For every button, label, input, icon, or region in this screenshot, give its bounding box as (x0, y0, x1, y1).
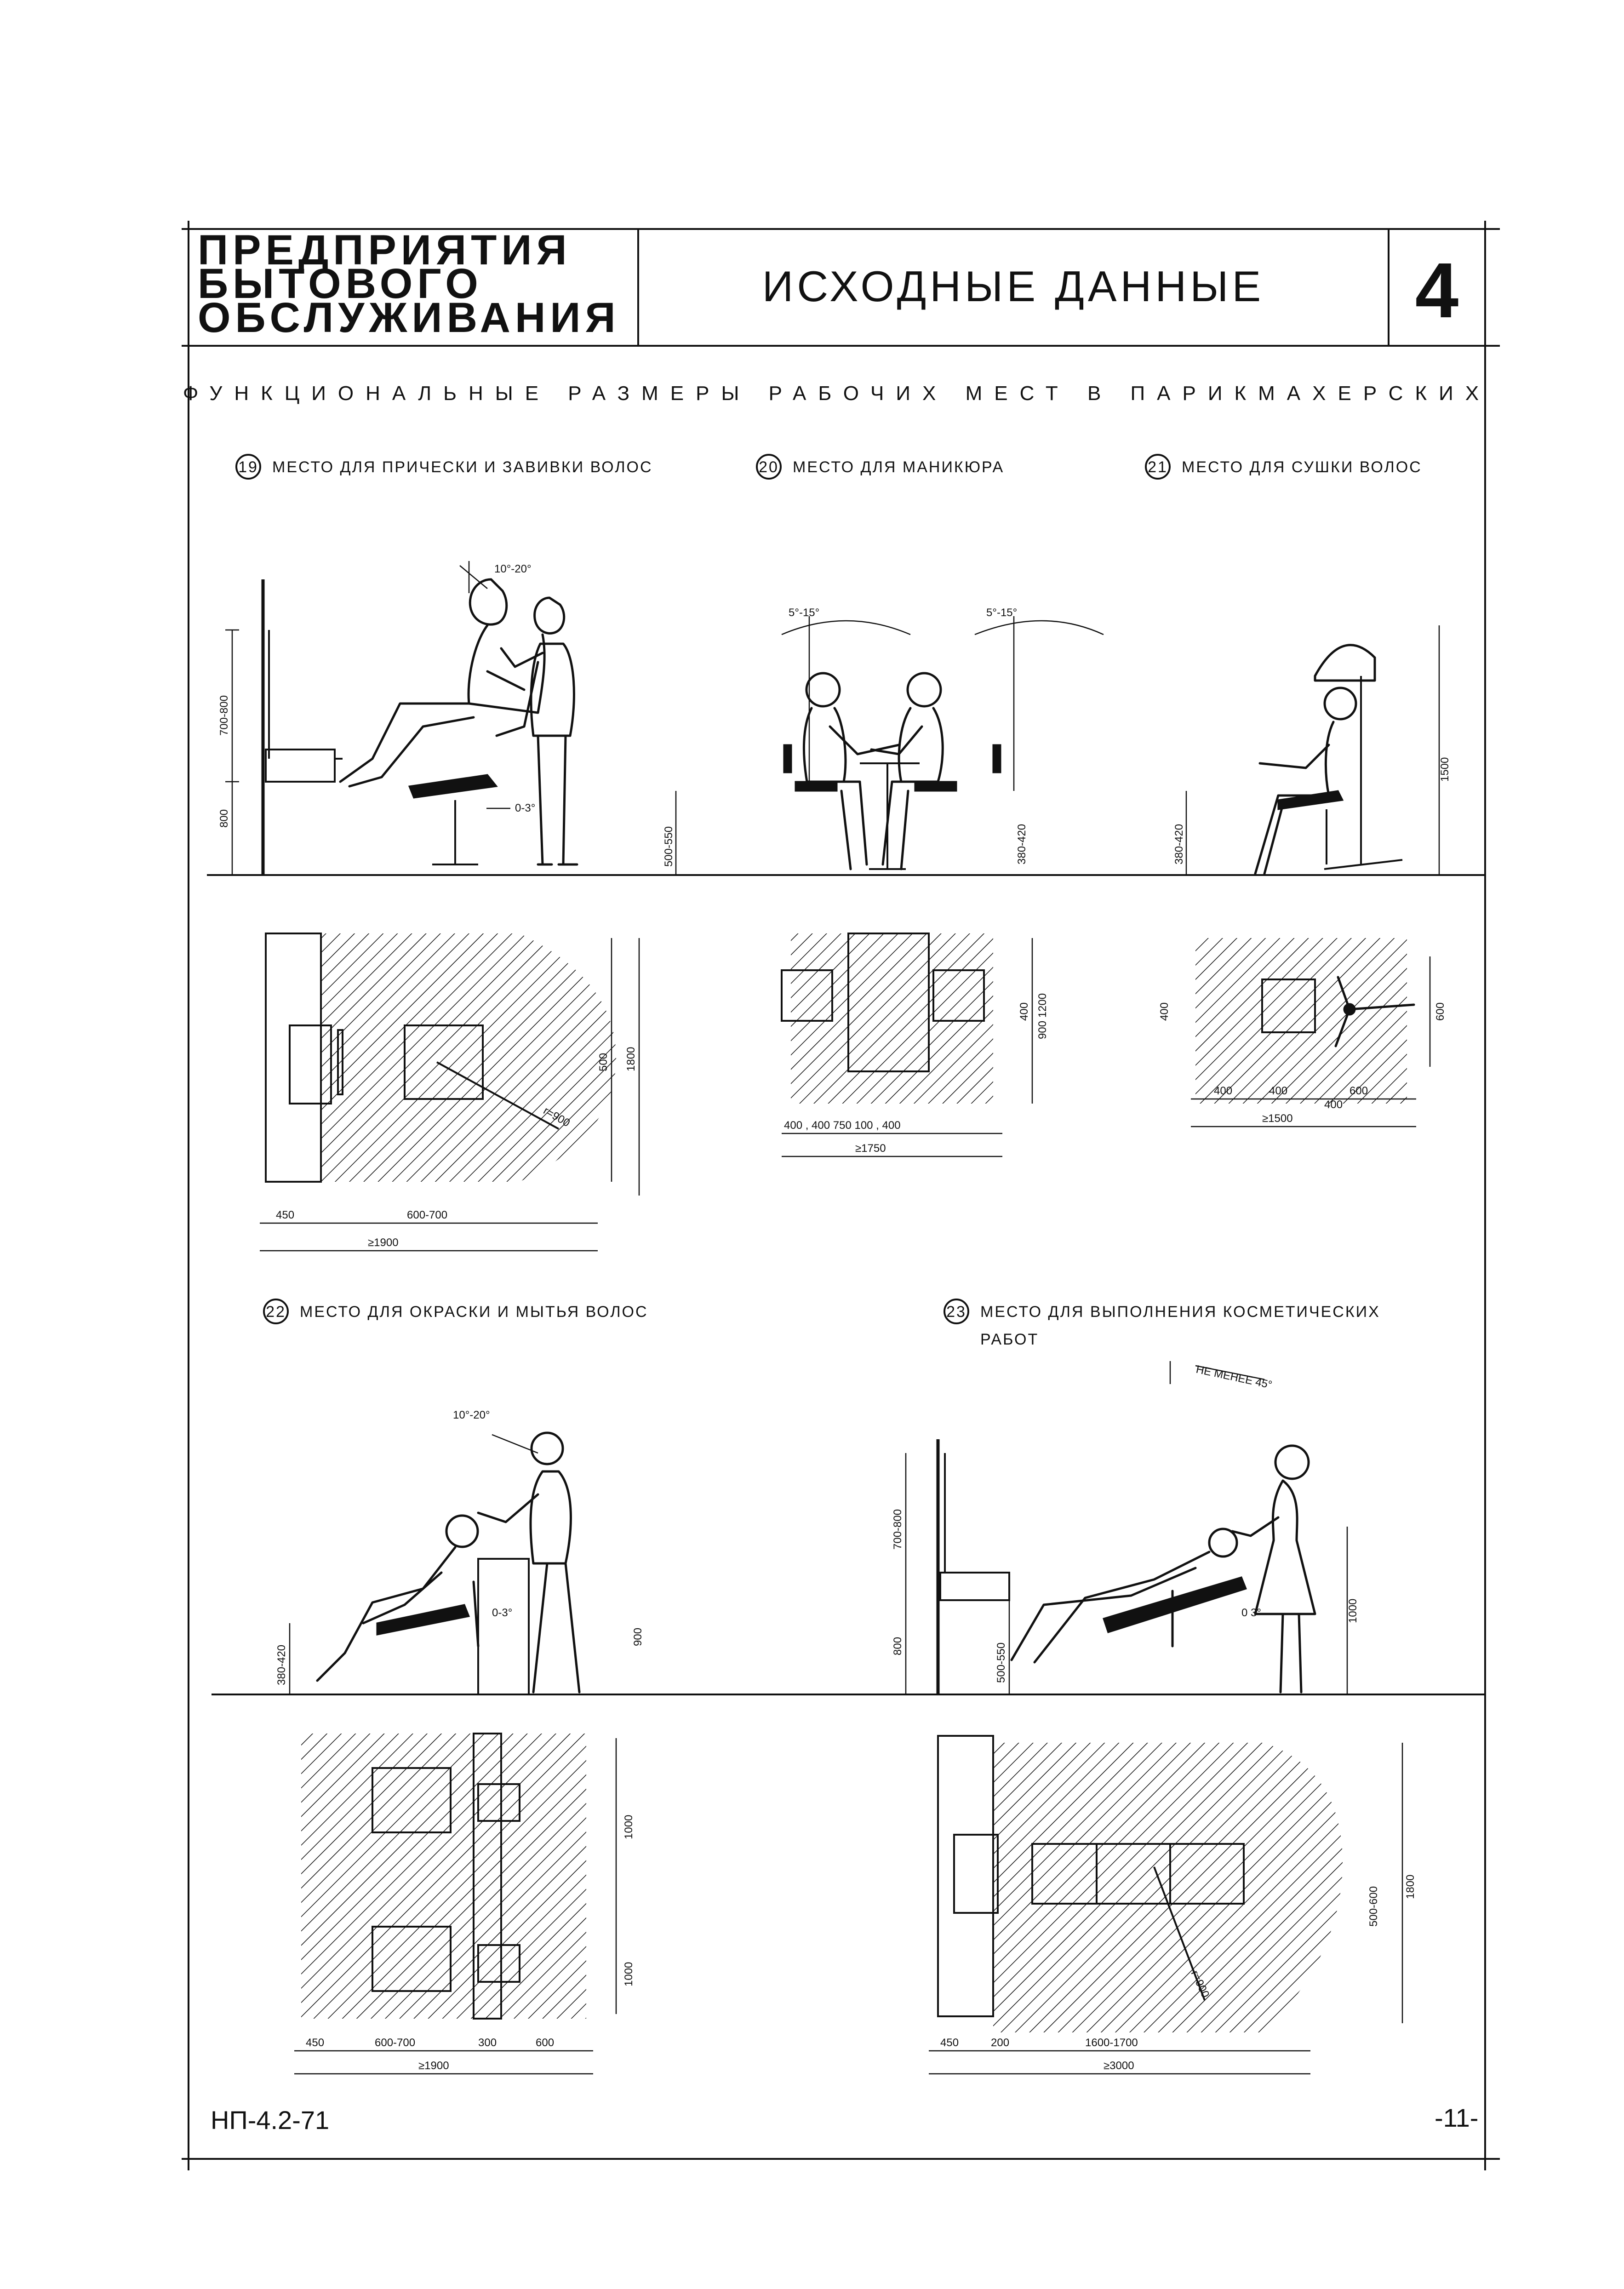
section-21-label: МЕСТО ДЛЯ СУШКИ ВОЛОС (1182, 458, 1422, 476)
svg-text:≥1900: ≥1900 (418, 2060, 449, 2072)
svg-text:400: 400 (1158, 1002, 1171, 1021)
doc-code: НП-4.2-71 (211, 2106, 330, 2134)
section-19-label: МЕСТО ДЛЯ ПРИЧЕСКИ И ЗАВИВКИ ВОЛОС (272, 458, 653, 476)
svg-text:380-420: 380-420 (275, 1644, 288, 1685)
s21-elevation (1173, 625, 1451, 875)
svg-text:0-3°: 0-3° (492, 1607, 513, 1619)
svg-text:500-600: 500-600 (1367, 1886, 1380, 1927)
svg-text:0-3°: 0-3° (515, 802, 536, 814)
svg-text:≥3000: ≥3000 (1104, 2060, 1134, 2072)
svg-text:10°-20°: 10°-20° (494, 563, 532, 575)
svg-text:1800: 1800 (1404, 1874, 1417, 1899)
svg-text:1000: 1000 (623, 1814, 635, 1839)
section-23-label: МЕСТО ДЛЯ ВЫПОЛНЕНИЯ КОСМЕТИЧЕСКИХ (980, 1303, 1380, 1321)
svg-text:600-700: 600-700 (407, 1209, 448, 1221)
svg-text:500-550: 500-550 (995, 1642, 1007, 1683)
svg-text:380-420: 380-420 (1016, 824, 1028, 864)
s23-plan (929, 1736, 1417, 2074)
svg-text:400: 400 (1214, 1085, 1233, 1097)
svg-text:0 3°: 0 3° (1241, 1607, 1261, 1619)
svg-text:400 , 400 750 100 , 400: 400 , 400 750 100 , 400 (784, 1119, 901, 1132)
page-number: -11- (1435, 2103, 1479, 2132)
sheet-number: 4 (1415, 247, 1459, 334)
svg-text:400: 400 (1018, 1002, 1030, 1021)
svg-text:1500: 1500 (1439, 757, 1451, 782)
section-20-label: МЕСТО ДЛЯ МАНИКЮРА (793, 458, 1005, 476)
svg-text:450: 450 (306, 2037, 325, 2049)
section-20-number: 20 (759, 458, 779, 476)
svg-text:≥1500: ≥1500 (1262, 1112, 1293, 1125)
s20-elevation (782, 607, 1104, 869)
org-line-3: ОБСЛУЖИВАНИЯ (198, 294, 620, 341)
s22-elevation (275, 1409, 644, 1694)
header (198, 227, 1458, 341)
svg-text:1000: 1000 (1347, 1598, 1359, 1623)
svg-text:600: 600 (536, 2037, 555, 2049)
svg-text:1000: 1000 (623, 1962, 635, 1986)
svg-text:200: 200 (991, 2037, 1010, 2049)
svg-text:≥1900: ≥1900 (368, 1236, 399, 1249)
s20-plan (782, 933, 1049, 1156)
svg-text:380-420: 380-420 (1173, 824, 1185, 864)
section-21-number: 21 (1148, 458, 1168, 476)
s19-plan (260, 933, 639, 1251)
org-line-2: БЫТОВОГО (198, 260, 483, 307)
svg-text:900 1200: 900 1200 (1036, 993, 1049, 1039)
svg-text:600-700: 600-700 (375, 2037, 416, 2049)
svg-text:600: 600 (1350, 1085, 1368, 1097)
s22-plan (294, 1734, 635, 2074)
section-22-label: МЕСТО ДЛЯ ОКРАСКИ И МЫТЬЯ ВОЛОС (300, 1303, 648, 1321)
drawing-subtitle: ФУНКЦИОНАЛЬНЫЕ РАЗМЕРЫ РАБОЧИХ МЕСТ В ПАРИКМАХЕРСКИХ (183, 382, 1491, 405)
svg-text:900: 900 (632, 1627, 644, 1646)
svg-text:500: 500 (597, 1053, 610, 1071)
org-line-1: ПРЕДПРИЯТИЯ (198, 227, 572, 274)
svg-text:1800: 1800 (625, 1047, 637, 1071)
svg-text:600: 600 (1434, 1002, 1447, 1021)
svg-text:r=900: r=900 (541, 1104, 572, 1130)
svg-text:800: 800 (218, 809, 230, 828)
svg-text:700-800: 700-800 (218, 695, 230, 736)
section-23-label-2: РАБОТ (980, 1331, 1039, 1348)
svg-text:500-550: 500-550 (663, 826, 675, 867)
svg-text:450: 450 (276, 1209, 295, 1221)
svg-text:5°-15°: 5°-15° (986, 607, 1018, 619)
svg-text:450: 450 (940, 2037, 959, 2049)
svg-text:10°-20°: 10°-20° (453, 1409, 490, 1421)
svg-text:800: 800 (892, 1637, 904, 1655)
section-19-number: 19 (238, 458, 258, 476)
svg-text:400: 400 (1269, 1085, 1288, 1097)
svg-text:≥1750: ≥1750 (855, 1142, 886, 1155)
page-title: ИСХОДНЫЕ ДАННЫЕ (762, 262, 1265, 310)
svg-text:5°-15°: 5°-15° (789, 607, 820, 619)
s21-plan (1158, 938, 1447, 1127)
s23-elevation (892, 1361, 1359, 1694)
section-23-number: 23 (946, 1303, 966, 1321)
svg-text:300: 300 (478, 2037, 497, 2049)
svg-text:НЕ МЕНЕЕ 45°: НЕ МЕНЕЕ 45° (1195, 1363, 1274, 1391)
svg-text:r=900: r=900 (1188, 1969, 1212, 2000)
s19-elevation (218, 561, 676, 875)
svg-text:400: 400 (1324, 1099, 1343, 1111)
svg-text:1600-1700: 1600-1700 (1085, 2037, 1138, 2049)
section-22-number: 22 (266, 1303, 286, 1321)
svg-text:700-800: 700-800 (892, 1509, 904, 1550)
